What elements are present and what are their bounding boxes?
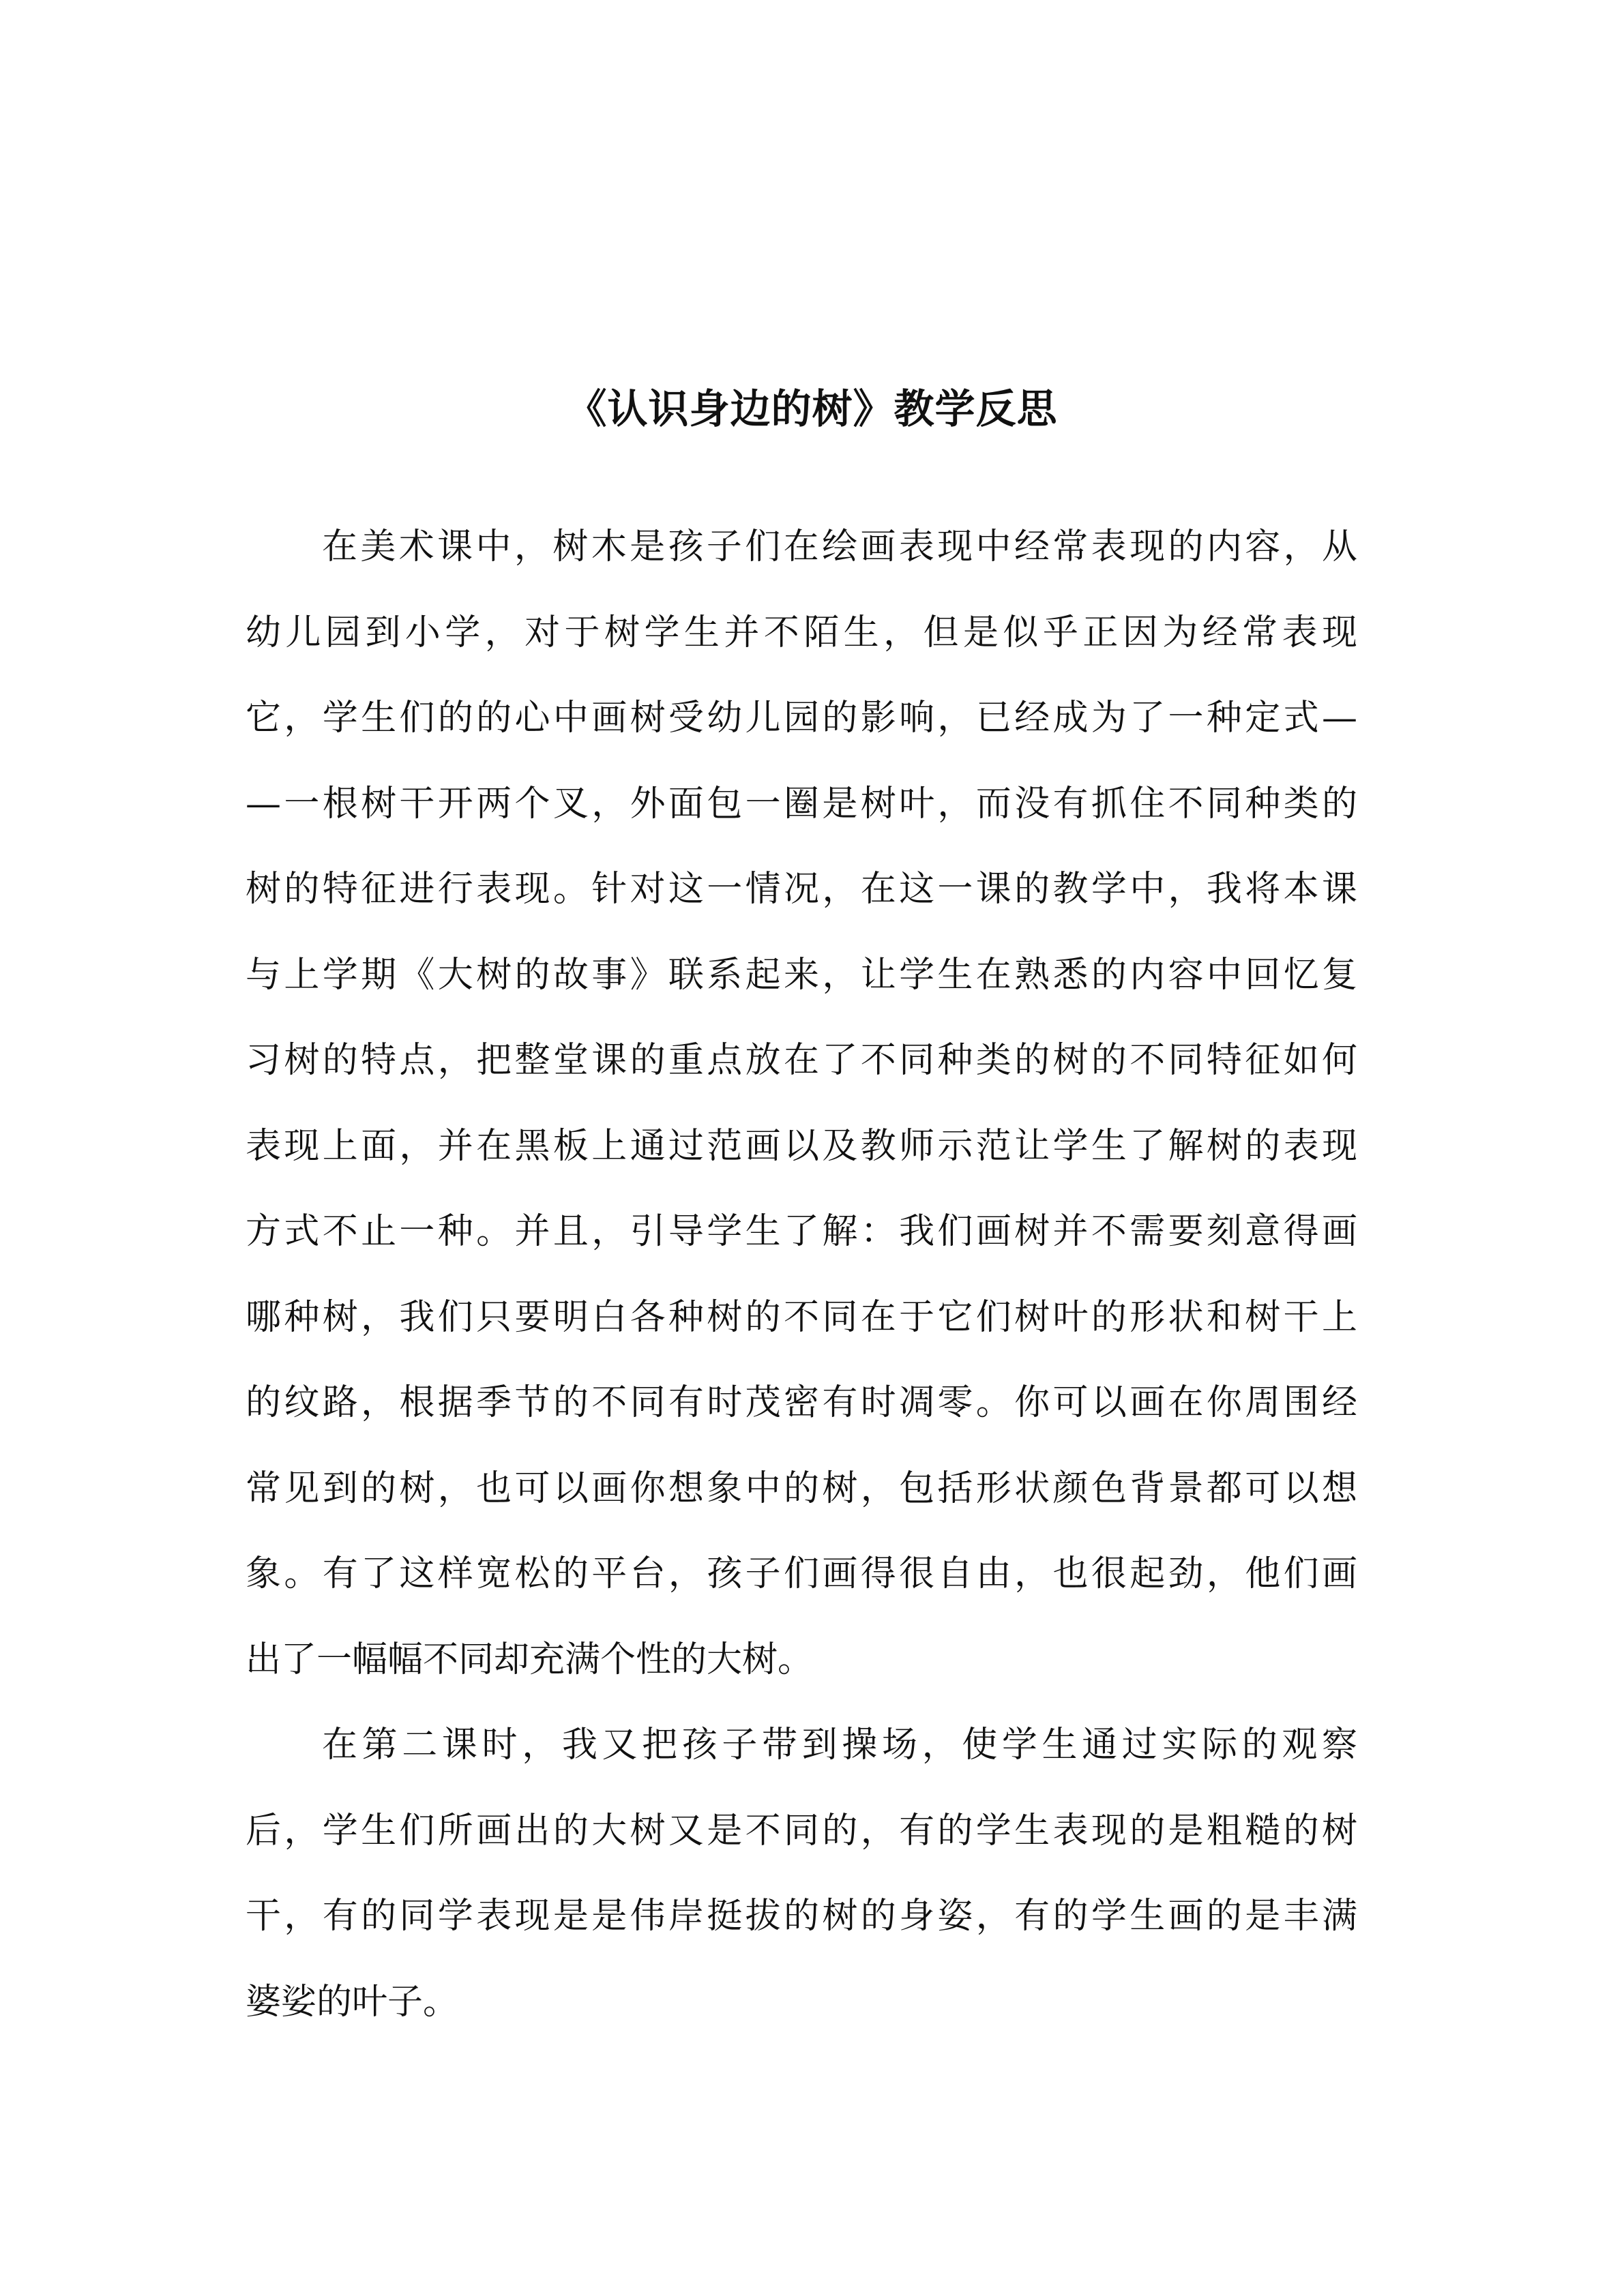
paragraph-1-line-3: 它，学生们的的心中画树受幼儿园的影响，已经成为了一种定式— (246, 698, 1357, 739)
paragraph-1-line-12: 常见到的树，也可以画你想象中的树，包括形状颜色背景都可以想 (246, 1467, 1357, 1509)
paragraph-1-line-14: 出了一幅幅不同却充满个性的大树。 (246, 1639, 814, 1680)
paragraph-1-line-2: 幼儿园到小学，对于树学生并不陌生，但是似乎正因为经常表现 (246, 612, 1357, 653)
paragraph-1-line-9: 方式不止一种。并且，引导学生了解：我们画树并不需要刻意得画 (246, 1211, 1357, 1252)
paragraph-1-line-13: 象。有了这样宽松的平台，孩子们画得很自由，也很起劲，他们画 (246, 1553, 1357, 1594)
paragraph-1-line-10: 哪种树，我们只要明白各种树的不同在于它们树叶的形状和树干上 (246, 1296, 1357, 1338)
paragraph-1-line-7: 习树的特点，把整堂课的重点放在了不同种类的树的不同特征如何 (246, 1040, 1357, 1081)
paragraph-1-line-6: 与上学期《大树的故事》联系起来，让学生在熟悉的内容中回忆复 (246, 954, 1357, 996)
document-title: 《认识身边的树》教学反思 (566, 385, 1058, 432)
paragraph-2-line-4: 婆娑的叶子。 (246, 1981, 459, 2023)
paragraph-2-line-1: 在第二课时，我又把孩子带到操场，使学生通过实际的观察 (322, 1725, 1357, 1765)
paragraph-1-line-1: 在美术课中，树木是孩子们在绘画表现中经常表现的内容，从 (322, 526, 1357, 567)
paragraph-1-line-8: 表现上面，并在黑板上通过范画以及教师示范让学生了解树的表现 (246, 1125, 1357, 1167)
paragraph-2-line-3: 干，有的同学表现是是伟岸挺拔的树的身姿，有的学生画的是丰满 (246, 1896, 1357, 1937)
paragraph-2-line-2: 后，学生们所画出的大树又是不同的，有的学生表现的是粗糙的树 (246, 1810, 1357, 1851)
paragraph-1-line-4: —一根树干开两个叉，外面包一圈是树叶，而没有抓住不同种类的 (246, 783, 1357, 824)
document-body (246, 505, 1357, 2045)
paragraph-1-line-11: 的纹路，根据季节的不同有时茂密有时凋零。你可以画在你周围经 (246, 1382, 1357, 1423)
paragraph-1-line-5: 树的特征进行表现。针对这一情况，在这一课的教学中，我将本课 (246, 869, 1357, 910)
